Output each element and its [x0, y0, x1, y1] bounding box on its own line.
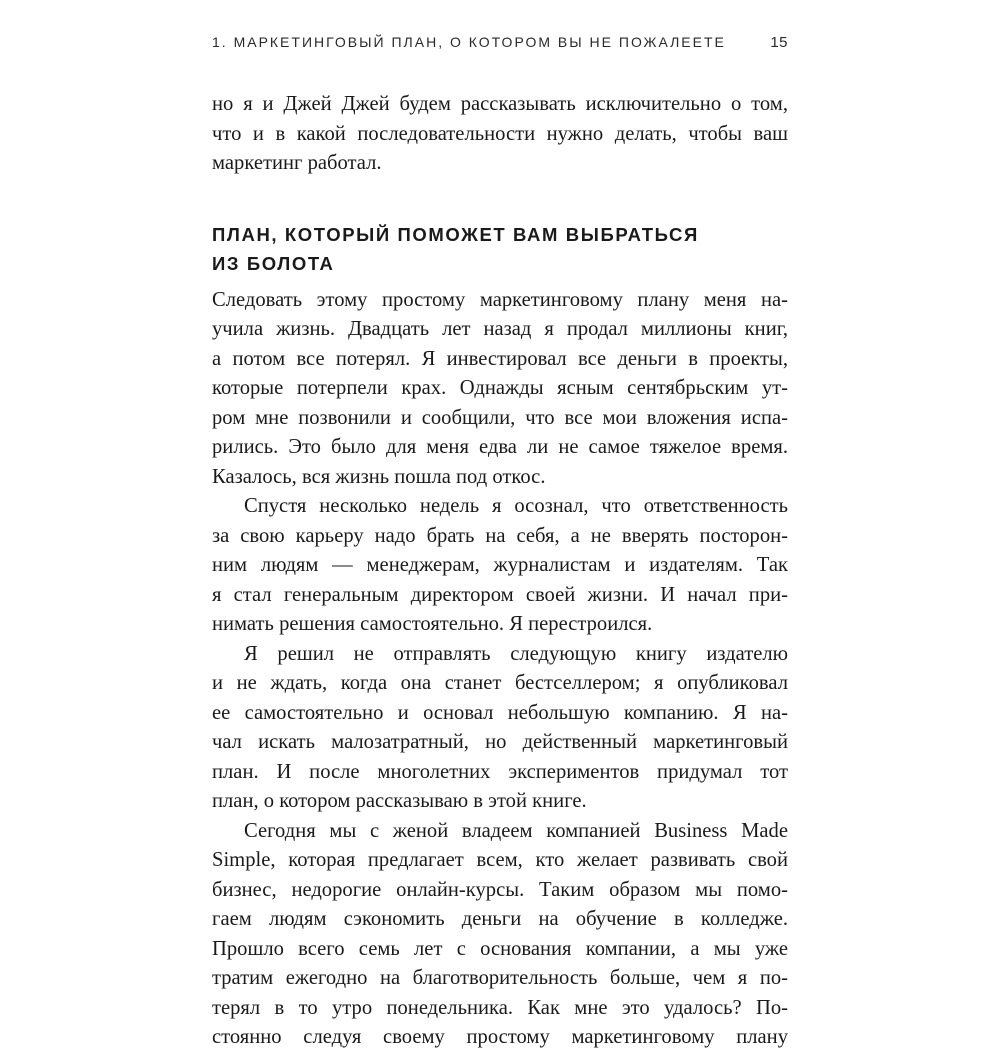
section-heading: [212, 220, 788, 278]
text-line: чал искать малозатратный, но действенный маркетинговый: [212, 731, 788, 753]
text-line: учила жизнь. Двадцать лет назад я продал миллионы книг,: [212, 318, 788, 340]
text-line: и не ждать, когда она станет бестселлером; я опубликовал: [212, 672, 788, 694]
text-line: бизнес, недорогие онлайн-курсы. Таким образом мы помо-: [212, 878, 788, 901]
text-line: которые потерпели крах. Однажды ясным сентябрьским ут-: [212, 377, 788, 399]
text-line: а потом все потерял. Я инвестировал все деньги в проекты,: [212, 347, 788, 370]
text-line: нимать решения самостоятельно. Я перестроился.: [212, 613, 653, 635]
text-line: Спустя несколько недель я осознал, что ответственность: [244, 495, 788, 517]
heading-line: ИЗ БОЛОТА: [212, 252, 335, 274]
text-line: тратим ежегодно на благотворительность больше, чем я по-: [212, 967, 788, 989]
paragraph-2: [212, 492, 788, 640]
text-line: маркетинг работал.: [212, 152, 382, 174]
text-line: план. И после многолетних экспериментов придумал тот: [212, 760, 788, 783]
intro-paragraph: [212, 90, 788, 179]
text-line: гаем людям сэкономить деньги на обучение в колледже.: [212, 908, 788, 930]
text-line: рились. Это было для меня едва ли не самое тяжелое время.: [212, 436, 788, 458]
text-line: Simple, которая предлагает всем, кто желает развивать свой: [212, 849, 788, 871]
text-line: за свою карьеру надо брать на себя, а не вверять посторон-: [212, 524, 788, 547]
text-line: Я решил не отправлять следующую книгу издателю: [244, 642, 788, 665]
text-line: стоянно следуя своему простому маркетинговому плану: [212, 1026, 788, 1048]
heading-line: ПЛАН, КОТОРЫЙ ПОМОЖЕТ ВАМ ВЫБРАТЬСЯ: [212, 223, 699, 245]
paragraph-4: [212, 817, 788, 1053]
body-text: [212, 90, 788, 1053]
paragraph-3: [212, 640, 788, 817]
text-line: но я и Джей Джей будем рассказывать исключительно о том,: [212, 93, 788, 115]
text-line: терял в то утро понедельника. Как мне это удалось? По-: [212, 996, 788, 1019]
running-head: [212, 31, 788, 55]
text-line: ее самостоятельно и основал небольшую компанию. Я на-: [212, 701, 788, 724]
paragraph-1: [212, 286, 788, 493]
text-line: план, о котором рассказываю в этой книге.: [212, 790, 587, 812]
text-line: что и в какой последовательности нужно делать, чтобы ваш: [212, 122, 788, 145]
page-number: 15: [770, 34, 788, 51]
text-line: ром мне позвонили и сообщили, что все мои вложения испа-: [212, 406, 788, 429]
text-line: Прошло всего семь лет с основания компании, а мы уже: [212, 937, 788, 960]
text-line: я стал генеральным директором своей жизни. И начал при-: [212, 583, 788, 606]
text-line: ним людям — менеджерам, журналистам и издателям. Так: [212, 554, 788, 576]
chapter-title: 1. МАРКЕТИНГОВЫЙ ПЛАН, О КОТОРОМ ВЫ НЕ ПОЖАЛЕЕТЕ: [212, 34, 726, 50]
text-line: Казалось, вся жизнь пошла под откос.: [212, 465, 546, 488]
text-line: Следовать этому простому маркетинговому плану меня на-: [212, 288, 788, 311]
text-line: Сегодня мы с женой владеем компанией Business Made: [244, 819, 788, 842]
